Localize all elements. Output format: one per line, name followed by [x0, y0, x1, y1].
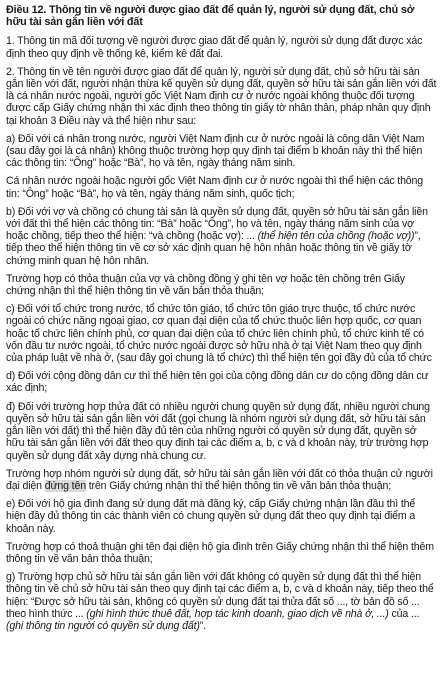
point-d: d) Đối với cộng đồng dân cư thì thể hiện tên gọi của cộng đồng dân cư do cộng đồng dân cư xác định; — [6, 370, 429, 395]
highlighted-text[interactable]: đứng tên — [44, 479, 86, 492]
point-g — [6, 571, 437, 632]
point-a: a) Đối với cá nhân trong nước, người Việt Nam định cư ở nước ngoài là công dân Việt Nam (sau đây gọi là cá nhân) không thuộc trường hợp quy định tại điểm b khoản này thì thể hiện các thông tin: “Ông” hoặc “Bà”, họ và tên, ngày tháng năm sinh. — [6, 132, 425, 170]
point-b-agreement: Trường hợp có thỏa thuận của vợ và chồng đồng ý ghi tên vợ hoặc tên chồng trên Giấy chứng nhận thì thể hiện thông tin về văn bản thỏa thuận; — [6, 272, 405, 298]
point-g-text: g) Trường hợp chủ sở hữu tài sản gắn liền với đất không có quyền sử dụng đất thì thể hiện thông tin về chủ sở hữu tài sản theo quy định tại các điểm a, b, c và d khoản này, tiếp theo thể hiện: “Được sở hữu tài sản, không có quyền sử dụng đất tại thửa đất số ..., tờ bản đồ số ... theo hình thức ... — [6, 571, 434, 620]
point-dd-agreement-text: Trường hợp nhóm người sử dụng đất, sở hữu tài sản gắn liền với đất có thỏa thuận cử người đại diện — [6, 467, 433, 492]
point-g-italic-1: (ghi hình thức thuê đất, hợp tác kinh doanh, giao dịch về nhà ở, ...) — [86, 607, 389, 620]
point-dd-agreement-end: trên Giấy chứng nhận thì thể hiện thông tin về văn bản thỏa thuận; — [85, 479, 392, 492]
point-dd-agreement — [6, 468, 437, 492]
paragraph-1: 1. Thông tin mã đối tượng về người được giao đất để quản lý, người sử dụng đất được xác định theo quy định về thống kê, kiểm kê đất đai. — [6, 35, 423, 60]
point-e: e) Đối với hộ gia đình đang sử dụng đất mà đăng ký, cấp Giấy chứng nhận lần đầu thì thể hiện đầy đủ thông tin các thành viên có chung quyền sử dụng đất theo quy định tại điểm a khoản này. — [6, 498, 416, 535]
point-b-italic: (thể hiện tên của chồng (hoặc vợ)) — [257, 230, 415, 243]
point-e-agreement: Trường hợp có thoả thuận ghi tên đại diện hộ gia đình trên Giấy chứng nhận thì thể hiện thêm thông tin về văn bản thỏa thuận; — [6, 540, 434, 565]
article-title: Điều 12. Thông tin về người được giao đất để quản lý, người sử dụng đất, chủ sở hữu tài sản gắn liền với đất — [6, 4, 415, 29]
point-g-italic-2: (ghi thông tin người có quyền sử dụng đất) — [6, 619, 200, 632]
point-dd: đ) Đối với trường hợp thửa đất có nhiều người chung quyền sử dụng đất, nhiều người chung quyền sở hữu tài sản gắn liền với đất (gọi chung là nhóm người sử dụng đất, sở hữu tài sản gắn liền với đất) thì thể hiện đầy đủ tên của những người có quyền sử dụng đất, quyền sở hữu tài sản gắn liền với đất theo quy định tại các điểm a, b, c và d khoản này, trừ trường hợp quyền sử dụng đất xây dựng nhà chung cư. — [6, 400, 430, 462]
point-b-end: ”, tiếp theo thể hiện thông tin về cơ sở xác định quan hệ hôn nhân hoặc thông tin về giấy tờ chứng minh quan hệ hôn nhân. — [6, 230, 421, 267]
point-b — [6, 206, 437, 267]
paragraph-2: 2. Thông tin về tên người được giao đất để quản lý, người sử dụng đất, chủ sở hữu tài sản gắn liền với đất, người nhận thừa kế quyền sử dụng đất, quyền sở hữu tài sản gắn liền với đất là cá nhân nước ngoài, người gốc Việt Nam định cư ở nước ngoài không thuộc đối tượng được cấp Giấy chứng nhận thì xác định theo thông tin giấy tờ nhân thân, pháp nhân quy định tại khoản 3 Điều này và thể hiện như sau: — [6, 65, 437, 127]
point-a-foreign: Cá nhân nước ngoài hoặc người gốc Việt Nam định cư ở nước ngoài thì thể hiện các thông tin: “Ông” hoặc “Bà”, họ và tên, ngày tháng năm sinh, quốc tịch; — [6, 175, 424, 200]
point-g-end: ”. — [199, 619, 206, 632]
point-g-mid: của ... — [388, 607, 420, 620]
point-b-text: b) Đối với vợ và chồng có chung tài sản là quyền sử dụng đất, quyền sở hữu tài sản gắn liền với đất thì thể hiện các thông tin: “Bà” hoặc “Ông”, họ và tên, ngày tháng năm sinh của vợ hoặc chồng, tiếp theo thể hiện: “và chồng (hoặc vợ): ... — [6, 205, 428, 243]
point-c: c) Đối với tổ chức trong nước, tổ chức tôn giáo, tổ chức tôn giáo trực thuộc, tổ chức nước ngoài có chức năng ngoại giao, cơ quan đại diện của tổ chức thuộc liên hợp quốc, cơ quan hoặc tổ chức liên chính phủ, cơ quan đại diện của tổ chức liên chính phủ, tổ chức kinh tế có vốn đầu tư nước ngoài, tổ chức nước ngoài được sở hữu nhà ở tại Việt Nam theo quy định của pháp luật về nhà ở, (sau đây gọi chung là tổ chức) thì thể hiện tên gọi đầy đủ của tổ chức — [6, 303, 432, 365]
